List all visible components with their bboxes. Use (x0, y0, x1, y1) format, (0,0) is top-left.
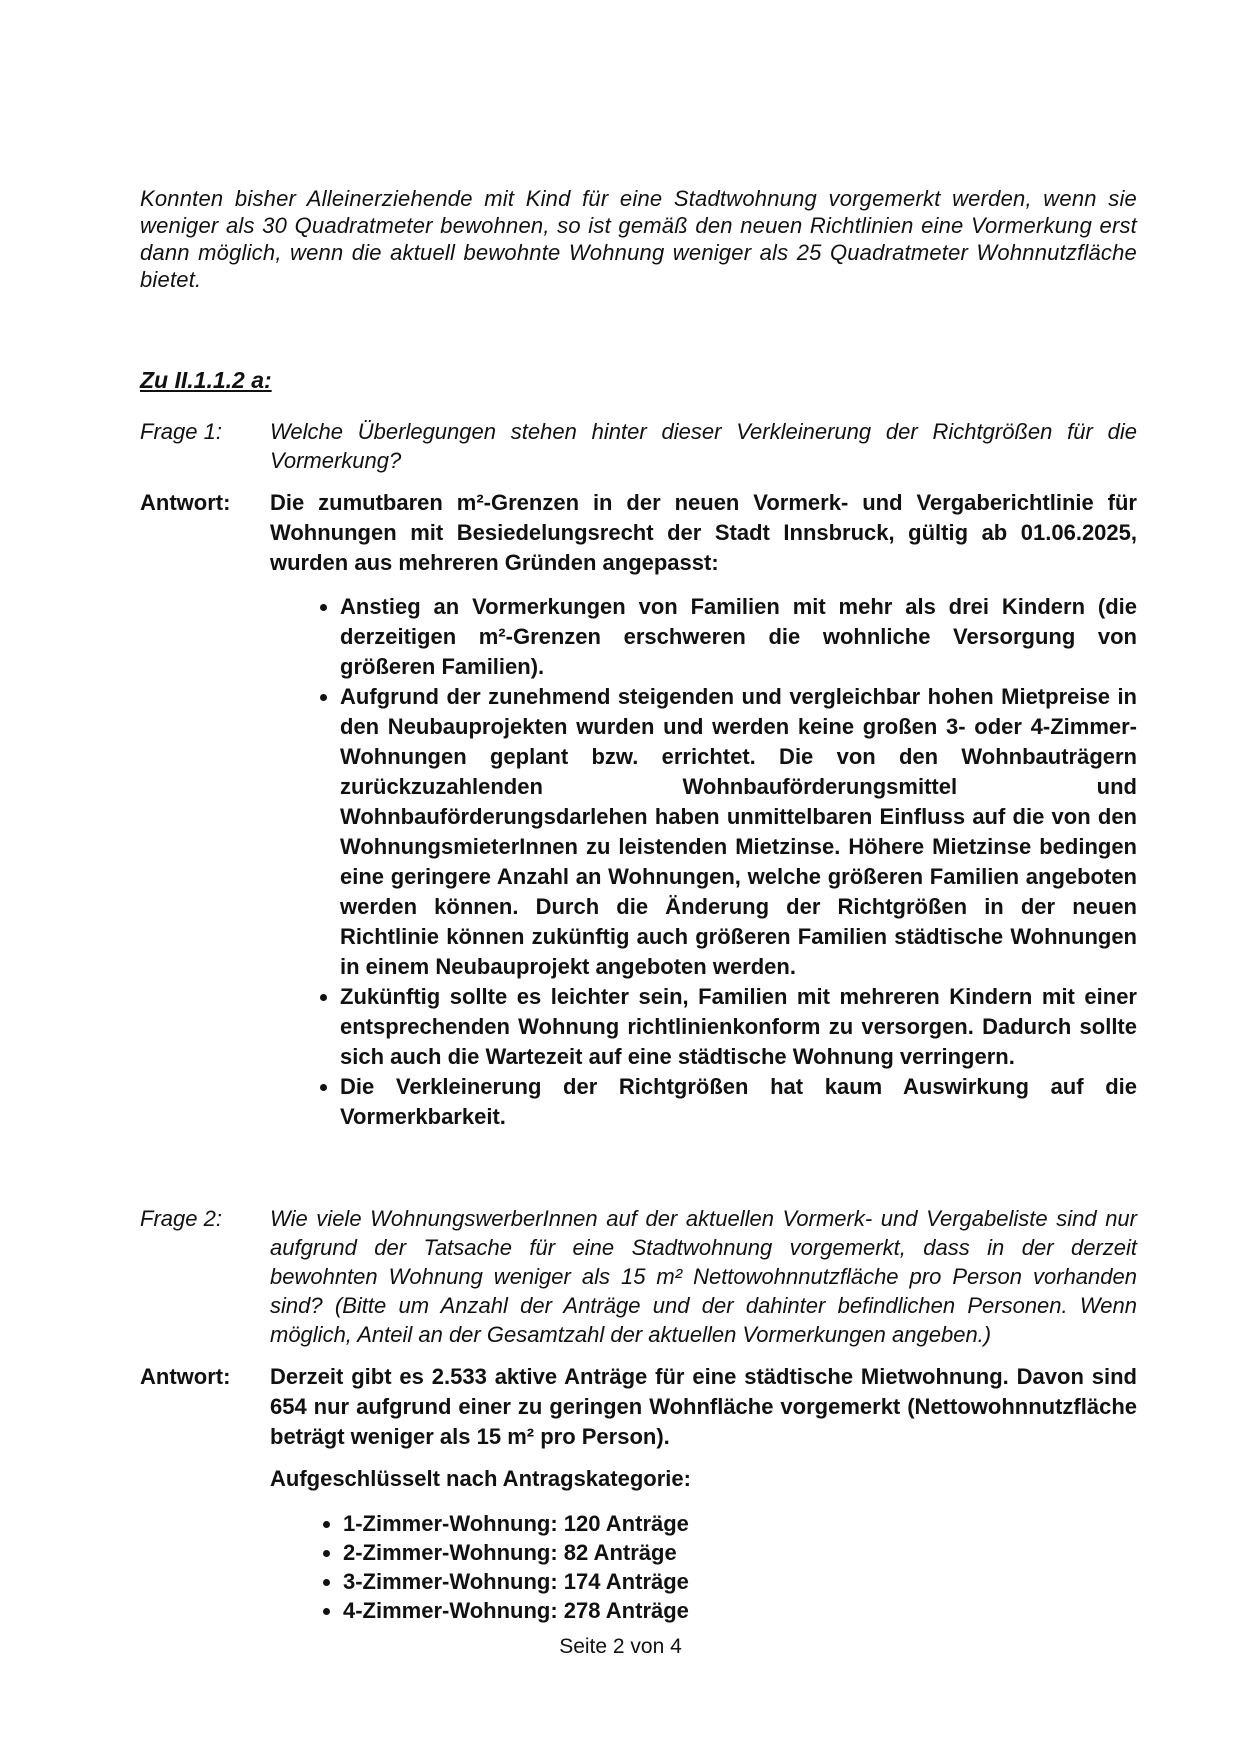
antwort-1-bullet-list (270, 592, 1137, 1132)
list-item: • Aufgrund der zunehmend steigenden und vergleichbar hohen Mietpreise in den Neubauprojekten wurden und werden keine großen 3- oder 4-Zimmer-Wohnungen geplant bzw. errichtet. Die von den Wohnbauträgern zurückzuzahlenden Wohnbauförderungsmittel und Wohnbauförderungsdarlehen haben unmittelbaren Einfluss auf die von den WohnungsmieterInnen zu leistenden Mietzinse. Höhere Mietzinse bedingen eine geringere Anzahl an Wohnungen, welche größeren Familien angeboten werden können. Durch die Änderung der Richtgrößen in der neuen Richtlinie können zukünftig auch größeren Familien städtische Wohnungen in einem Neubauprojekt angeboten werden. (340, 682, 1137, 982)
list-item: • Anstieg an Vormerkungen von Familien mit mehr als drei Kindern (die derzeitigen m²-Grenzen erschweren die wohnliche Versorgung von größeren Familien). (340, 592, 1137, 682)
list-item: • 4-Zimmer-Wohnung: 278 Anträge (343, 1596, 1137, 1625)
antwort-1-bullets-row (140, 592, 1137, 1132)
section-heading: Zu II.1.1.2 a: (140, 367, 272, 393)
frage-2-row (140, 1204, 1137, 1349)
breakdown-heading-row (140, 1452, 1137, 1494)
frage-2-text: Wie viele WohnungswerberInnen auf der aktuellen Vormerk- und Vergabeliste sind nur aufgrund der Tatsache für eine Stadtwohnung vorgemerkt, dass in der derzeit bewohnten Wohnung weniger als 15 m² Nettowohnnutzfläche pro Person vorhanden sind? (Bitte um Anzahl der Anträge und der dahinter befindlichen Personen. Wenn möglich, Anteil an der Gesamtzahl der aktuellen Vormerkungen angeben.) (270, 1206, 1137, 1347)
frage-1-text: Welche Überlegungen stehen hinter dieser Verkleinerung der Richtgrößen für die Vormerkung? (270, 419, 1137, 473)
list-item: • 1-Zimmer-Wohnung: 120 Anträge (343, 1509, 1137, 1538)
antwort-1-intro: Die zumutbaren m²-Grenzen in der neuen Vormerk- und Vergaberichtlinie für Wohnungen mit Besiedelungsrecht der Stadt Innsbruck, gültig ab 01.06.2025, wurden aus mehreren Gründen angepasst: (270, 490, 1137, 575)
antwort-2-row (140, 1362, 1137, 1452)
list-item: • 3-Zimmer-Wohnung: 174 Anträge (343, 1567, 1137, 1596)
frage-1-label: Frage 1: (140, 419, 222, 444)
antwort-2-intro: Derzeit gibt es 2.533 aktive Anträge für eine städtische Mietwohnung. Davon sind 654 nur aufgrund einer zu geringen Wohnfläche vorgemerkt (Nettowohnnutzfläche beträgt weniger als 15 m² pro Person). (270, 1364, 1137, 1449)
antwort-1-row (140, 488, 1137, 578)
list-item: • Zukünftig sollte es leichter sein, Familien mit mehreren Kindern mit einer entsprechenden Wohnung richtlinienkonform zu versorgen. Dadurch sollte sich auch die Wartezeit auf eine städtische Wohnung verringern. (340, 982, 1137, 1072)
page-number: Seite 2 von 4 (559, 1635, 682, 1658)
intro-paragraph: Konnten bisher Alleinerziehende mit Kind für eine Stadtwohnung vorgemerkt werden, wenn sie weniger als 30 Quadratmeter bewohnen, so ist gemäß den neuen Richtlinien eine Vormerkung erst dann möglich, wenn die aktuell bewohnte Wohnung weniger als 25 Quadratmeter Wohnnutzfläche bietet. (140, 186, 1137, 292)
breakdown-heading: Aufgeschlüsselt nach Antragskategorie: (270, 1466, 691, 1491)
antwort-2-bullet-list (270, 1509, 1137, 1625)
frage-2-label: Frage 2: (140, 1206, 222, 1231)
list-item: • 2-Zimmer-Wohnung: 82 Anträge (343, 1538, 1137, 1567)
frage-1-row (140, 417, 1137, 475)
antwort-2-label: Antwort: (140, 1364, 231, 1389)
antwort-1-label: Antwort: (140, 490, 231, 515)
list-item: • Die Verkleinerung der Richtgrößen hat kaum Auswirkung auf die Vormerkbarkeit. (340, 1072, 1137, 1132)
antwort-2-bullets-row (140, 1509, 1137, 1625)
